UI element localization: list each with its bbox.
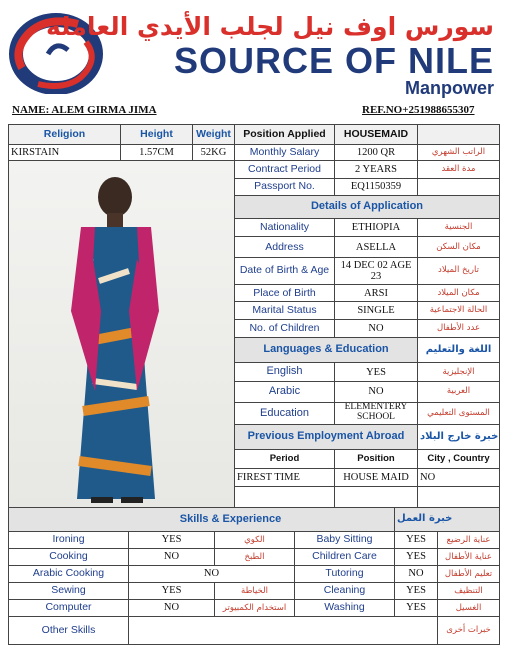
tutoring-value: NO xyxy=(395,566,438,583)
other-skills-label-ar: خبرات أخرى xyxy=(438,617,500,645)
applicant-photo xyxy=(9,161,234,509)
english-label: English xyxy=(235,363,335,382)
children-value: NO xyxy=(335,319,418,337)
arabic-value: NO xyxy=(335,381,418,402)
baby-sitting-label-ar: عناية الرضيع xyxy=(438,532,500,549)
washing-label-ar: الغسيل xyxy=(438,600,500,617)
dob-label-ar: تاريخ الميلاد xyxy=(418,258,500,285)
languages-section-title-ar: اللغة والتعليم xyxy=(418,337,500,363)
company-name: SOURCE OF NILE xyxy=(173,40,494,81)
children-care-value: YES xyxy=(395,549,438,566)
ironing-label: Ironing xyxy=(9,532,129,549)
children-care-label: Children Care xyxy=(295,549,395,566)
education-label: Education xyxy=(235,402,335,425)
sewing-label-ar: الخياطة xyxy=(215,583,295,600)
english-value: YES xyxy=(335,363,418,382)
marital-status-value: SINGLE xyxy=(335,302,418,320)
reference-number: REF.NO+251988655307 xyxy=(362,104,475,116)
company-subtitle: Manpower xyxy=(404,78,494,98)
ironing-value: YES xyxy=(129,532,215,549)
details-section-title: Details of Application xyxy=(235,196,500,219)
nationality-label: Nationality xyxy=(235,218,335,237)
children-care-label-ar: عناية الأطفال xyxy=(438,549,500,566)
dob-age-value: 14 DEC 02 AGE 23 xyxy=(335,258,418,285)
place-of-birth-label: Place of Birth xyxy=(235,284,335,302)
arabic-cooking-value: NO xyxy=(129,566,295,583)
position-header: Position xyxy=(335,450,418,469)
religion-value: KIRSTAIN xyxy=(9,145,121,161)
computer-label-ar: استخدام الكمبيوتر xyxy=(215,600,295,617)
sewing-value: YES xyxy=(129,583,215,600)
washing-label: Washing xyxy=(295,600,395,617)
address-label-ar: مكان السكن xyxy=(418,237,500,258)
skills-table xyxy=(8,507,500,645)
weight-header: Weight xyxy=(193,125,235,145)
cooking-label: Cooking xyxy=(9,549,129,566)
salary-value: 1200 QR xyxy=(335,145,418,161)
employment-country-value: NO xyxy=(418,468,500,487)
english-label-ar: الإنجليزية xyxy=(418,363,500,382)
cleaning-value: YES xyxy=(395,583,438,600)
sewing-label: Sewing xyxy=(9,583,129,600)
height-value: 1.57CM xyxy=(121,145,193,161)
passport-label: Passport No. xyxy=(235,178,335,196)
employment-section-title-ar: خبرة خارج البلاد xyxy=(418,425,500,450)
position-applied-value: HOUSEMAID xyxy=(335,125,418,145)
other-skills-label: Other Skills xyxy=(9,617,129,645)
employment-position-value: HOUSE MAID xyxy=(335,468,418,487)
address-label: Address xyxy=(235,237,335,258)
tutoring-label-ar: تعليم الأطفال xyxy=(438,566,500,583)
contract-period-value: 2 YEARS xyxy=(335,161,418,179)
children-label-ar: عدد الأطفال xyxy=(418,319,500,337)
salary-label: Monthly Salary xyxy=(235,145,335,161)
applicant-photo-figure xyxy=(9,161,235,509)
nationality-label-ar: الجنسية xyxy=(418,218,500,237)
company-header xyxy=(0,0,507,98)
employment-section-title: Previous Employment Abroad xyxy=(235,425,418,450)
contract-period-label-ar: مدة العقد xyxy=(418,161,500,179)
computer-value: NO xyxy=(129,600,215,617)
contract-period-label: Contract Period xyxy=(235,161,335,179)
computer-label: Computer xyxy=(9,600,129,617)
arabic-label: Arabic xyxy=(235,381,335,402)
weight-value: 52KG xyxy=(193,145,235,161)
photo-cell xyxy=(9,161,235,510)
baby-sitting-value: YES xyxy=(395,532,438,549)
passport-value: EQ1150359 xyxy=(335,178,418,196)
nationality-value: ETHIOPIA xyxy=(335,218,418,237)
passport-label-ar xyxy=(418,178,500,196)
arabic-cooking-label: Arabic Cooking xyxy=(9,566,129,583)
baby-sitting-label: Baby Sitting xyxy=(295,532,395,549)
other-skills-value xyxy=(129,617,438,645)
address-value: ASELLA xyxy=(335,237,418,258)
cleaning-label-ar: التنظيف xyxy=(438,583,500,600)
skills-section-title: Skills & Experience xyxy=(9,508,395,532)
dob-age-label: Date of Birth & Age xyxy=(235,258,335,285)
children-label: No. of Children xyxy=(235,319,335,337)
education-value: ELEMENTERY SCHOOL xyxy=(335,402,418,425)
languages-section-title: Languages & Education xyxy=(235,337,418,363)
height-header: Height xyxy=(121,125,193,145)
cooking-label-ar: الطبخ xyxy=(215,549,295,566)
place-of-birth-label-ar: مكان الميلاد xyxy=(418,284,500,302)
employment-period-value: FIREST TIME xyxy=(235,468,335,487)
arabic-label-ar: العربية xyxy=(418,381,500,402)
salary-label-ar: الراتب الشهري xyxy=(418,145,500,161)
country-header: City , Country xyxy=(418,450,500,469)
company-name-arabic: سورس اوف نيل لجلب الأيدي العاملة xyxy=(45,12,494,41)
period-header: Period xyxy=(235,450,335,469)
cooking-value: NO xyxy=(129,549,215,566)
cv-main-table xyxy=(8,124,500,510)
marital-status-label-ar: الحالة الاجتماعية xyxy=(418,302,500,320)
tutoring-label: Tutoring xyxy=(295,566,395,583)
washing-value: YES xyxy=(395,600,438,617)
place-of-birth-value: ARSI xyxy=(335,284,418,302)
religion-header: Religion xyxy=(9,125,121,145)
applicant-name: NAME: ALEM GIRMA JIMA xyxy=(12,104,157,116)
marital-status-label: Marital Status xyxy=(235,302,335,320)
education-label-ar: المستوى التعليمي xyxy=(418,402,500,425)
cleaning-label: Cleaning xyxy=(295,583,395,600)
skills-section-title-ar: خبرة العمل xyxy=(395,508,500,532)
position-applied-header: Position Applied xyxy=(235,125,335,145)
ironing-label-ar: الكوي xyxy=(215,532,295,549)
